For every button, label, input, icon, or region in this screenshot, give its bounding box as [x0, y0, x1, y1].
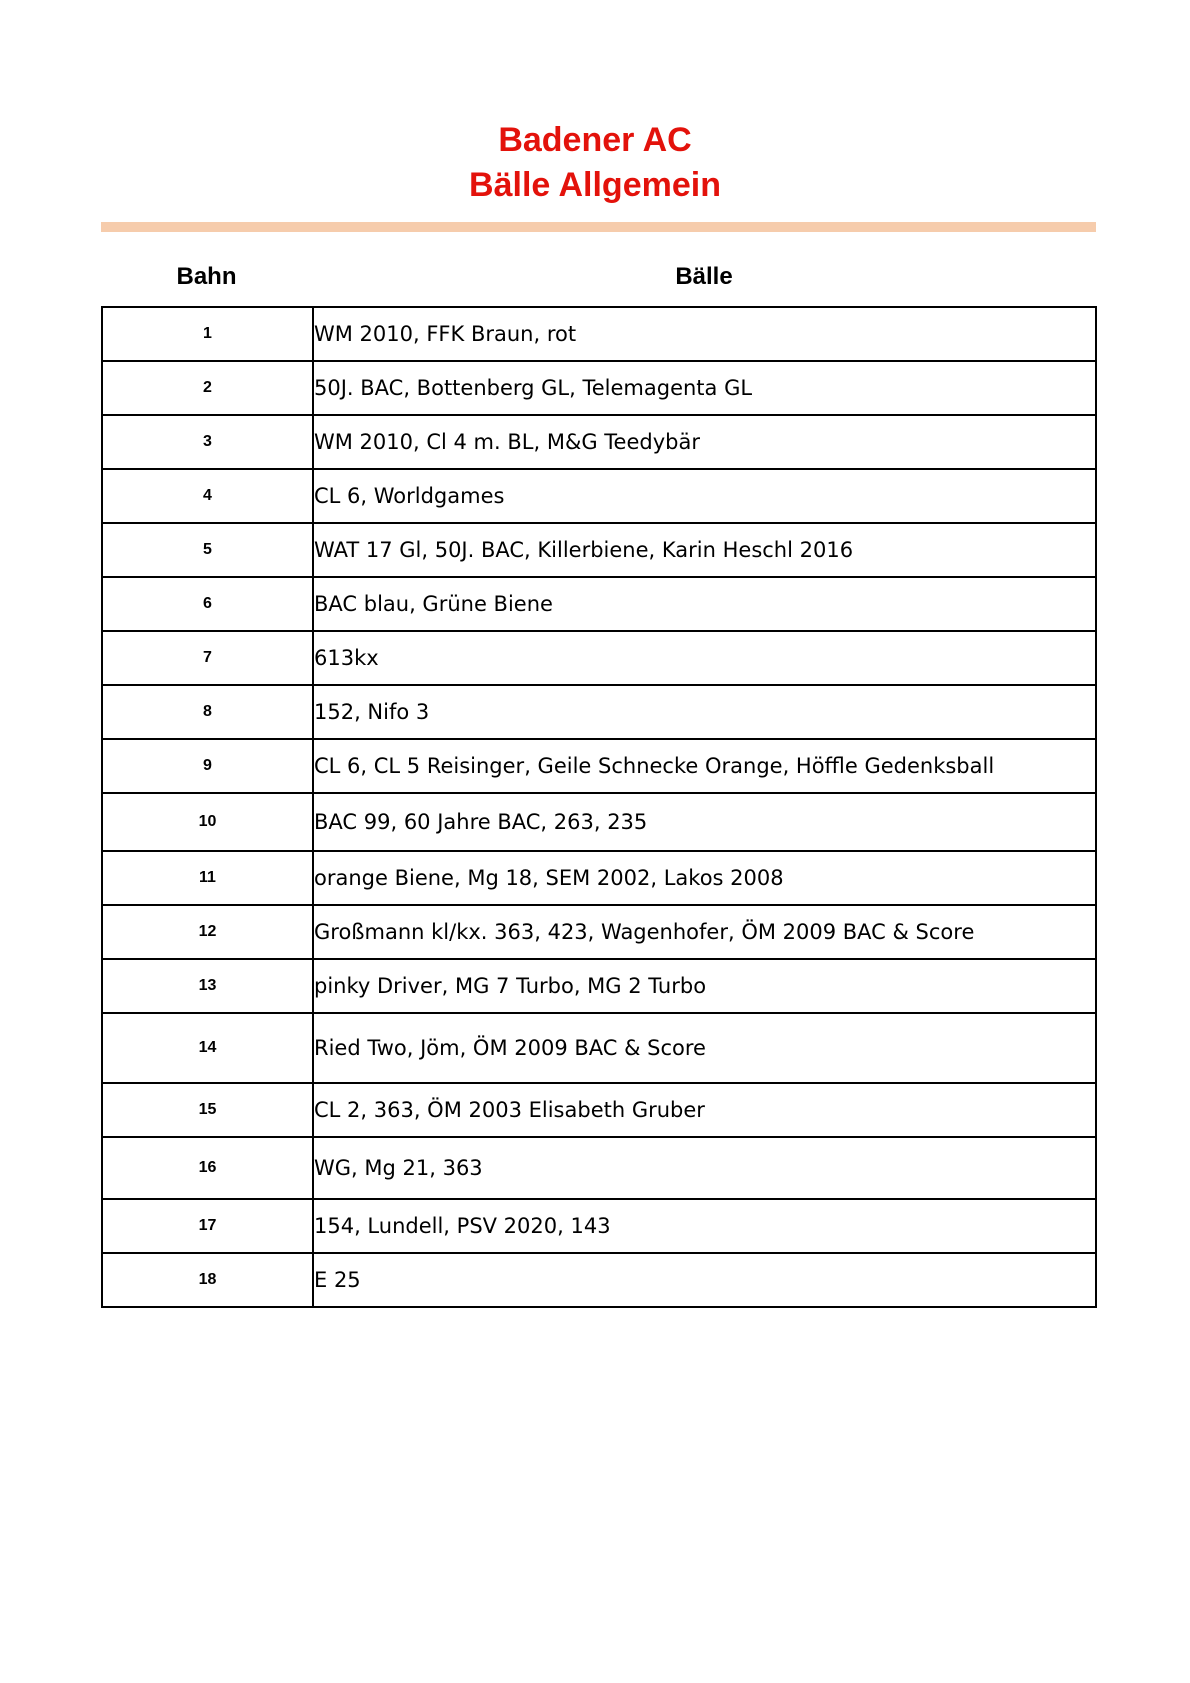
header-divider [101, 222, 1096, 232]
lane-number: 2 [102, 361, 313, 415]
lane-number: 4 [102, 469, 313, 523]
table-row [102, 1137, 1096, 1199]
lane-number: 8 [102, 685, 313, 739]
table-row [102, 1083, 1096, 1137]
lane-number: 15 [102, 1083, 313, 1137]
balls-list: orange Biene, Mg 18, SEM 2002, Lakos 2008 [313, 851, 1096, 905]
table-row [102, 577, 1096, 631]
lane-number: 17 [102, 1199, 313, 1253]
title-line-2: Bälle Allgemein [469, 166, 721, 204]
balls-list: 154, Lundell, PSV 2020, 143 [313, 1199, 1096, 1253]
balls-list: BAC blau, Grüne Biene [313, 577, 1096, 631]
table-row [102, 1253, 1096, 1307]
balls-list: WM 2010, Cl 4 m. BL, M&G Teedybär [313, 415, 1096, 469]
balls-list: pinky Driver, MG 7 Turbo, MG 2 Turbo [313, 959, 1096, 1013]
balls-list: CL 6, CL 5 Reisinger, Geile Schnecke Orange, Höffle Gedenksball [313, 739, 1096, 793]
lane-number: 1 [102, 307, 313, 361]
title-line-1: Badener AC [498, 121, 692, 159]
table-row [102, 415, 1096, 469]
balls-list: WM 2010, FFK Braun, rot [313, 307, 1096, 361]
balls-list: 50J. BAC, Bottenberg GL, Telemagenta GL [313, 361, 1096, 415]
table-row [102, 361, 1096, 415]
table-row [102, 959, 1096, 1013]
column-header-bahn: Bahn [176, 263, 237, 290]
balls-list: 613kx [313, 631, 1096, 685]
balls-list: CL 6, Worldgames [313, 469, 1096, 523]
lane-number: 14 [102, 1013, 313, 1083]
table-row [102, 307, 1096, 361]
table-row [102, 905, 1096, 959]
column-header-balle: Bälle [675, 263, 733, 290]
lane-number: 13 [102, 959, 313, 1013]
table-row [102, 523, 1096, 577]
lane-number: 7 [102, 631, 313, 685]
lane-number: 10 [102, 793, 313, 851]
balls-list: WAT 17 Gl, 50J. BAC, Killerbiene, Karin Heschl 2016 [313, 523, 1096, 577]
table-row [102, 685, 1096, 739]
lane-number: 9 [102, 739, 313, 793]
lane-number: 11 [102, 851, 313, 905]
lane-number: 16 [102, 1137, 313, 1199]
lane-number: 6 [102, 577, 313, 631]
balls-list: 152, Nifo 3 [313, 685, 1096, 739]
lane-number: 12 [102, 905, 313, 959]
lane-number: 3 [102, 415, 313, 469]
lane-number: 5 [102, 523, 313, 577]
balls-list: WG, Mg 21, 363 [313, 1137, 1096, 1199]
table-row [102, 631, 1096, 685]
balls-list: BAC 99, 60 Jahre BAC, 263, 235 [313, 793, 1096, 851]
balls-list: Großmann kl/kx. 363, 423, Wagenhofer, ÖM 2009 BAC & Score [313, 905, 1096, 959]
table-row [102, 1013, 1096, 1083]
balls-list: CL 2, 363, ÖM 2003 Elisabeth Gruber [313, 1083, 1096, 1137]
balls-table [101, 306, 1097, 1308]
table-row [102, 739, 1096, 793]
table-row [102, 1199, 1096, 1253]
balls-list: Ried Two, Jöm, ÖM 2009 BAC & Score [313, 1013, 1096, 1083]
lane-number: 18 [102, 1253, 313, 1307]
table-row [102, 851, 1096, 905]
table-row [102, 469, 1096, 523]
table-row [102, 793, 1096, 851]
balls-list: E 25 [313, 1253, 1096, 1307]
